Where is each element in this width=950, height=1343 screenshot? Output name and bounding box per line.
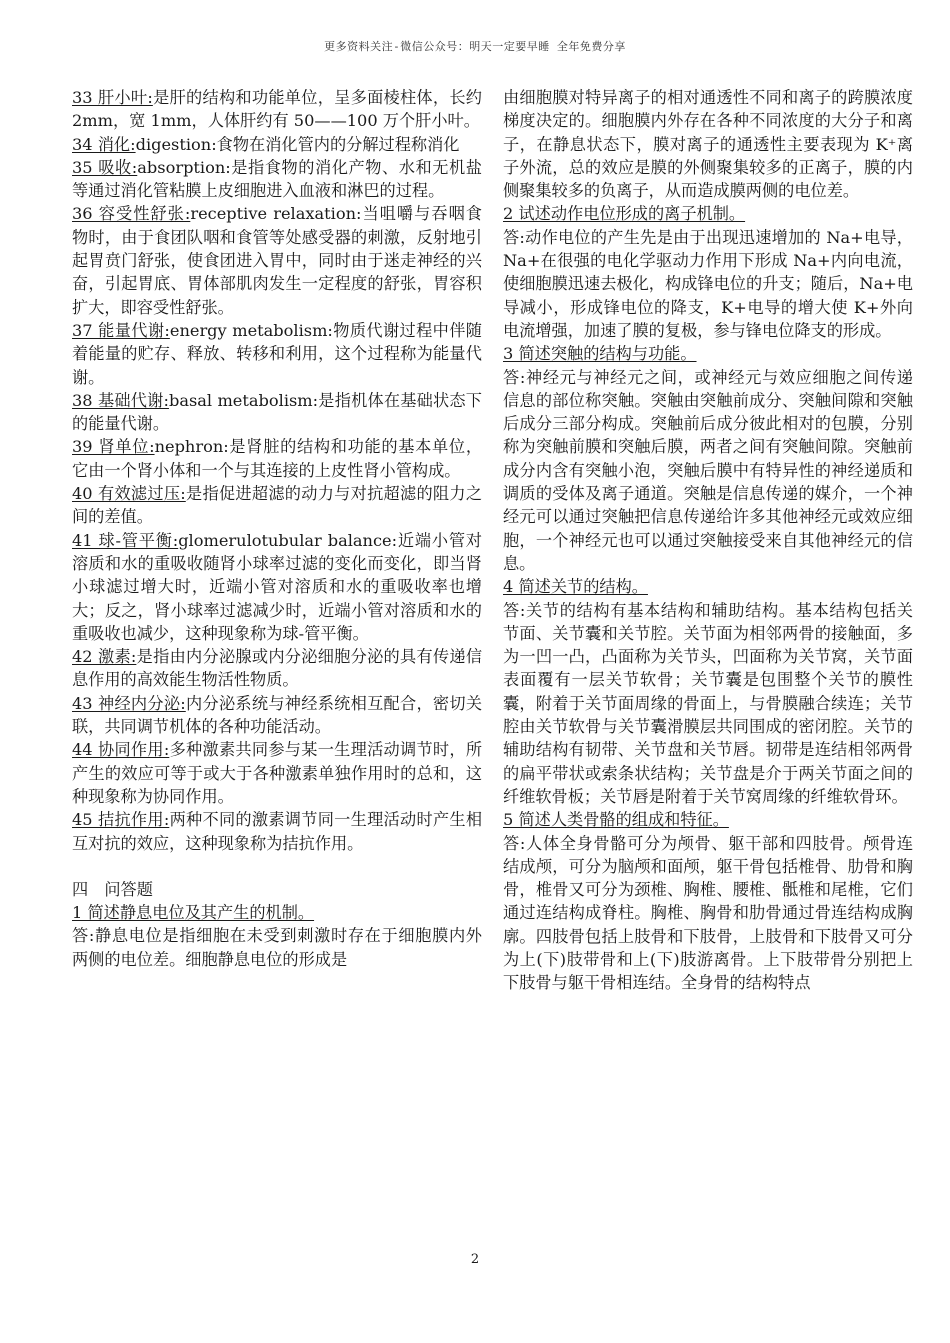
answer-3: 答:神经元与神经元之间，或神经元与效应细胞之间传递信息的部位称突触。突触由突触前成分、突触间隙和突触后成分三部分构成。突触前后成分彼此相对的包膜，分别称为突触前膜和突触后膜，两者之间有突触间隙。突触前成分内含有突触小泡，突触后膜中有特异性的神经递质和调质的受体及离子通道。突触是信息传递的媒介，一个神经元可以通过突触把信息传递给许多其他神经元或效应细胞，一个神经元也可以通过突触接受来自其他神经元的信息。 [503, 367, 913, 573]
entry-text: 内分泌系统与神经系统相互配合，密切关联，共同调节机体的各种功能活动。 [72, 693, 483, 737]
question-2 [503, 202, 913, 225]
spacer [72, 855, 482, 878]
page-header: 更多资料关注-微信公众号：明天一定要早睡 全年免费分享 [324, 40, 626, 53]
entry-term: 45 拮抗作用: [72, 810, 170, 830]
entry-term: 42 激素: [72, 647, 137, 667]
question-4 [503, 575, 913, 598]
entry-term: 34 消化: [72, 134, 136, 154]
entry-term: 36 容受性舒张: [72, 204, 191, 224]
entry-text: receptive relaxation:当咀嚼与吞咽食物时，由于食团队咽和食管等处感受器的刺激，反射地引起胃贲门舒张，使食团进入胃中，同时由于迷走神经的兴奋，引起胃底、胃体部肌肉发生一定程度的舒张，胃容积扩大，即容受性舒张。 [72, 204, 482, 317]
question-text: 4 简述关节的结构。 [503, 577, 648, 597]
entry-term: 37 能量代谢: [72, 320, 170, 340]
section-title: 四 问答题 [72, 879, 153, 899]
glossary-entry-45 [72, 808, 482, 855]
answer-1-start: 答:静息电位是指细胞在未受到刺激时存在于细胞膜内外两侧的电位差。细胞静息电位的形成是 [72, 926, 482, 969]
glossary-entry-38 [72, 389, 482, 436]
glossary-entry-37 [72, 319, 482, 389]
question-text: 5 简述人类骨骼的组成和特征。 [503, 810, 729, 830]
entry-text: 是肝的结构和功能单位，呈多面棱柱体，长约 2mm，宽 1mm，人体肝约有 50——100 万个肝小叶。 [72, 88, 482, 131]
entry-term: 35 吸收: [72, 157, 138, 177]
answer-5: 答:人体全身骨骼可分为颅骨、躯干部和四肢骨。颅骨连结成颅，可分为脑颅和面颅，躯干骨包括椎骨、肋骨和胸骨，椎骨又可分为颈椎、胸椎、腰椎、骶椎和尾椎，它们通过连结构成脊柱。胸椎、胸骨和肋骨通过骨连结构成胸廓。四肢骨包括上肢骨和下肢骨，上肢骨和下肢骨又可分为上(下)肢带骨和上(下)肢游离骨。上下肢带骨分别把上下肢骨与躯干骨相连结。全身骨的结构特点 [503, 833, 913, 993]
question-text: 2 试述动作电位形成的离子机制。 [503, 204, 746, 224]
entry-text: 是指促进超滤的动力与对抗超滤的阻力之间的差值。 [72, 484, 483, 527]
entry-text: absorption:是指食物的消化产物、水和无机盐等通过消化管粘膜上皮细胞进入血液和淋巴的过程。 [72, 157, 482, 201]
glossary-entry-39 [72, 435, 482, 482]
entry-text: 多种激素共同参与某一生理活动调节时，所产生的效应可等于或大于各种激素单独作用时的总和，这种现象称为协同作用。 [72, 740, 483, 806]
entry-term: 44 协同作用: [72, 740, 170, 760]
glossary-entry-36 [72, 202, 482, 318]
entry-term: 38 基础代谢: [72, 390, 169, 410]
glossary-entry-41 [72, 529, 482, 645]
left-column [72, 86, 482, 971]
question-text: 3 简述突触的结构与功能。 [503, 344, 697, 364]
glossary-entry-34 [72, 133, 482, 156]
entry-text: glomerulotubular balance:近端小管对溶质和水的重吸收随肾小球率过滤的变化而变化，即当肾小球滤过增大时，近端小管对溶质和水的重吸收率也增大；反之，肾小球率过滤减少时，近端小管对溶质和水的重吸收也减少，这种现象称为球-管平衡。 [72, 530, 482, 643]
entry-text: 两种不同的激素调节同一生理活动时产生相互对抗的效应，这种现象称为拮抗作用。 [72, 810, 483, 853]
glossary-entry-43 [72, 692, 482, 739]
entry-term: 40 有效滤过压: [72, 484, 186, 504]
entry-text: energy metabolism:物质代谢过程中伴随着能量的贮存、释放、转移和利用，这个过程称为能量代谢。 [72, 320, 482, 387]
entry-term: 43 神经内分泌: [72, 693, 186, 713]
glossary-entry-40 [72, 482, 482, 529]
entry-text: nephron:是肾脏的结构和功能的基本单位，它由一个肾小体和一个与其连接的上皮性肾小管构成。 [72, 437, 483, 480]
question-3 [503, 342, 913, 365]
right-column [503, 86, 913, 995]
glossary-entry-35 [72, 156, 482, 203]
question-5 [503, 808, 913, 831]
page-number: 2 [470, 1252, 480, 1267]
answer-1-continuation: 由细胞膜对特异离子的相对通透性不同和离子的跨膜浓度梯度决定的。细胞膜内外存在各种不同浓度的大分子和离子，在静息状态下，膜对离子的通透性主要表现为 K⁺离子外流，总的效应是膜的外侧聚集较多的正离子，膜的内侧聚集较多的负离子，从而造成膜两侧的电位差。 [503, 88, 913, 201]
question-1 [72, 901, 482, 924]
glossary-entry-44 [72, 738, 482, 808]
entry-text: digestion:食物在消化管内的分解过程称消化 [135, 134, 460, 154]
answer-4: 答:关节的结构有基本结构和辅助结构。基本结构包括关节面、关节囊和关节腔。关节面为相邻两骨的接触面，多为一凹一凸，凸面称为关节头，凹面称为关节窝，关节面表面覆有一层关节软骨；关节囊是包围整个关节的膜性囊，附着于关节面周缘的骨面上，与骨膜融合续连；关节腔由关节软骨与关节囊滑膜层共同围成的密闭腔。关节的辅助结构有韧带、关节盘和关节唇。韧带是连结相邻两骨的扁平带状或索条状结构；关节盘是介于两关节面之间的纤维软骨板；关节唇是附着于关节窝周缘的纤维软骨环。 [503, 600, 913, 806]
question-text: 1 简述静息电位及其产生的机制。 [72, 903, 315, 923]
entry-term: 39 肾单位: [72, 437, 155, 457]
entry-term: 33 肝小叶: [72, 88, 153, 107]
entry-text: basal metabolism:是指机体在基础状态下的能量代谢。 [72, 390, 482, 434]
entry-term: 41 球-管平衡: [72, 530, 179, 550]
glossary-entry-42 [72, 645, 482, 692]
glossary-entry-33 [72, 86, 482, 133]
entry-text: 是指由内分泌腺或内分泌细胞分泌的具有传递信息作用的高效能生物活性物质。 [72, 647, 483, 690]
answer-2: 答:动作电位的产生先是由于出现迅速增加的 Na+电导，Na+在很强的电化学驱动力作用下形成 Na+内向电流，使细胞膜迅速去极化，构成锋电位的升支；随后，Na+电导减小，形成锋电位的降支，K+电导的增大使 K+外向电流增强，加速了膜的复极，参与锋电位降支的形成。 [503, 227, 913, 340]
